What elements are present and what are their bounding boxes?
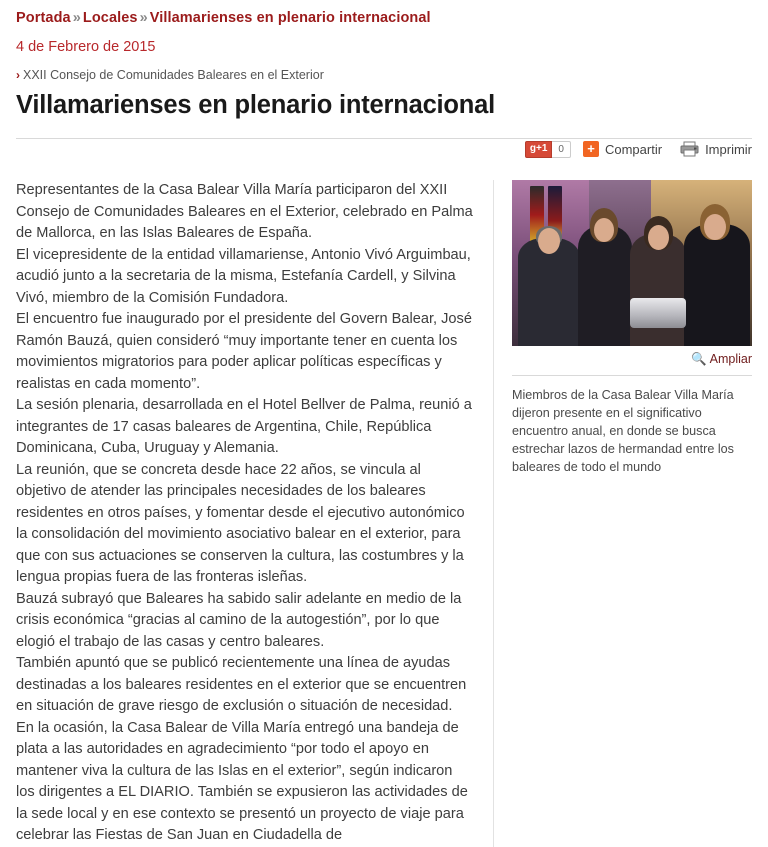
photo-person: [518, 238, 580, 346]
google-plus-one-button[interactable]: g+1: [525, 141, 553, 158]
photo-person: [684, 224, 750, 346]
photo-caption: Miembros de la Casa Balear Villa María dijeron presente en el significativo encuentro anual, en donde se busca estrechar lazos de hermandad entre los baleares de todo el mundo: [512, 375, 752, 476]
photo-person: [630, 234, 686, 346]
article-toolbar: [16, 138, 752, 166]
publication-date: 4 de Febrero de 2015: [16, 39, 156, 55]
enlarge-photo-link[interactable]: [512, 352, 752, 367]
breadcrumb-separator: »: [72, 10, 81, 26]
section-kicker-label: XXII Consejo de Comunidades Baleares en el Exterior: [23, 68, 324, 82]
article-paragraph: El vicepresidente de la entidad villamariense, Antonio Vivó Arguimbau, acudió junto a la secretaria de la misma, Estefanía Cardell, y Silvina Vivó, miembro de la Comisión Fundadora.: [16, 246, 471, 306]
article-paragraph: La reunión, que se concreta desde hace 22 años, se vincula al objetivo de atender las principales necesidades de los baleares residentes en otros países, y fomentar desde el ejecutivo autonómico la consolidación del movimiento asociativo balear en el exterior, para que con sus actuaciones se conserven la cultura, las costumbres y la lengua propias fuera de las fronteras isleñas.: [16, 461, 465, 586]
google-plus-one-widget[interactable]: [525, 141, 571, 158]
article-content: [16, 180, 752, 847]
breadcrumb-separator: »: [139, 10, 148, 26]
article-photo[interactable]: [512, 180, 752, 346]
share-label[interactable]: Compartir: [604, 141, 663, 157]
article-paragraph: Representantes de la Casa Balear Villa María participaron del XXII Consejo de Comunidades Baleares en el Exterior, celebrado en Palma de Mallorca, en las Islas Baleares de España.: [16, 182, 473, 242]
photo-silver-tray: [630, 298, 686, 328]
breadcrumb: [16, 0, 752, 26]
addthis-plus-icon[interactable]: +: [583, 141, 599, 157]
section-kicker: [16, 68, 752, 82]
chevron-right-icon: ›: [16, 68, 20, 82]
magnifier-icon[interactable]: 🔍: [691, 352, 707, 367]
photo-person: [578, 226, 632, 346]
share-button[interactable]: [583, 141, 662, 157]
breadcrumb-item-portada[interactable]: Portada: [16, 10, 71, 26]
google-plus-one-count: 0: [552, 141, 571, 158]
breadcrumb-item-locales[interactable]: Locales: [82, 10, 138, 26]
page-title: Villamarienses en plenario internacional: [16, 91, 496, 119]
article-body: [16, 180, 494, 847]
print-label[interactable]: Imprimir: [705, 141, 752, 157]
article-sidebar: [494, 180, 752, 847]
article-paragraph: En la ocasión, la Casa Balear de Villa María entregó una bandeja de plata a las autoridades en agradecimiento “por todo el apoyo en mantener viva la cultura de las Islas en el exterior”, según indicaron los dirigentes a EL DIARIO. También se expusieron las actividades de la sede local y en ese contexto se presentó un proyecto de viaje para celebrar las Fiestas de San Juan en Ciudadella de: [16, 719, 468, 844]
breadcrumb-item-current: Villamarienses en plenario internacional: [149, 10, 431, 26]
print-button[interactable]: [680, 141, 752, 157]
enlarge-photo-label[interactable]: Ampliar: [709, 352, 752, 367]
article-paragraph: La sesión plenaria, desarrollada en el Hotel Bellver de Palma, reunió a integrantes de 17 casas baleares de Argentina, Chile, República Dominicana, Cuba, Uruguay y Alemania.: [16, 397, 472, 457]
article-paragraph: Bauzá subrayó que Baleares ha sabido salir adelante en medio de la crisis económica “gracias al camino de la autogestión”, por lo que elogió el trabajo de las casas y centro baleares.: [16, 590, 462, 650]
article-paragraph: El encuentro fue inaugurado por el presidente del Govern Balear, José Ramón Bauzá, quien consideró “muy importante tener en cuenta los movimientos migratorios para poder aplicar políticas específicas y realistas en cada momento”.: [16, 311, 472, 392]
printer-icon[interactable]: [680, 141, 699, 157]
article-paragraph: También apuntó que se publicó recientemente una línea de ayudas destinadas a los baleares residentes en el exterior que se encuentren en situación de grave riesgo de exclusión o situación de necesidad.: [16, 655, 467, 715]
